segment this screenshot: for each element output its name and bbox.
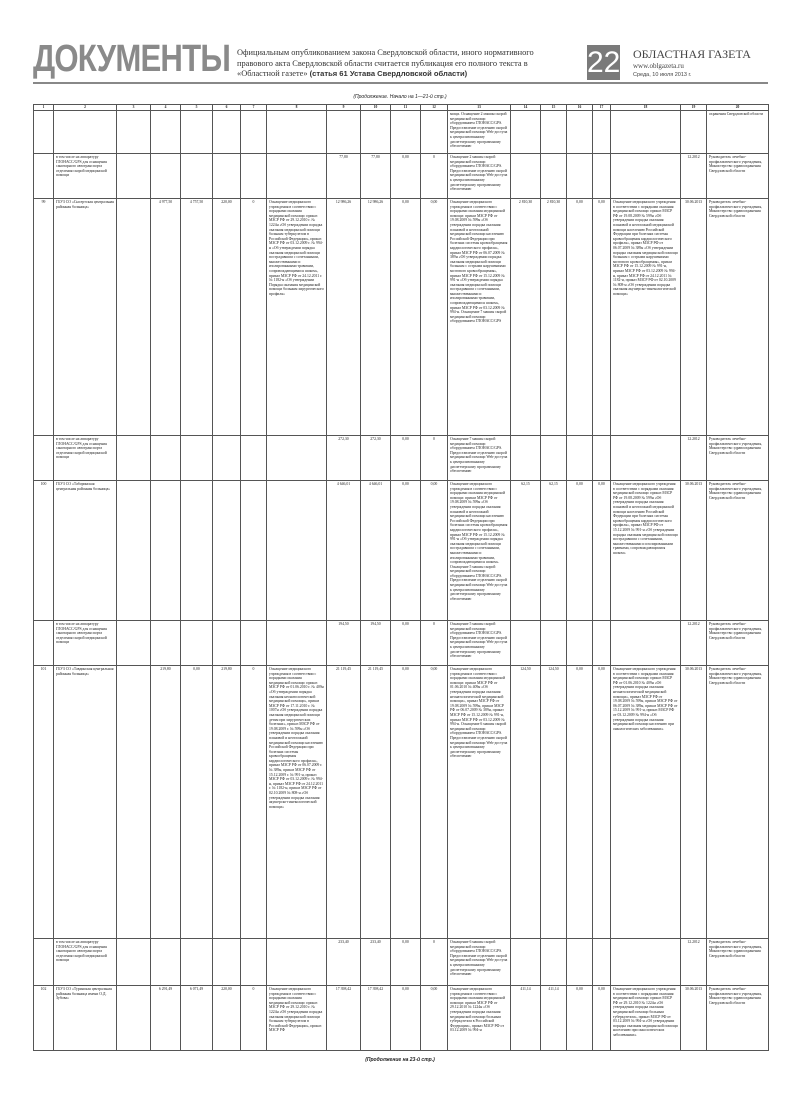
table-cell: 2 810,30 — [511, 199, 541, 436]
section-title: ДОКУМЕНТЫ — [33, 38, 231, 80]
table-row — [34, 939, 769, 986]
table-cell: ГБУЗ СО «Туринская центральная районная больница имени О.Д. Зубова» — [54, 986, 117, 1051]
table-cell — [54, 111, 117, 154]
table-cell: 0,00 — [593, 199, 611, 436]
table-row — [34, 436, 769, 481]
table-cell: 6 071,49 — [181, 986, 213, 1051]
table-cell — [541, 436, 567, 481]
document-table — [33, 104, 769, 1051]
table-cell: 30.06.2013 — [681, 199, 707, 436]
table-cell — [117, 199, 151, 436]
table-cell: 124,50 — [541, 666, 567, 939]
table-row — [34, 111, 769, 154]
table-cell: 272,30 — [327, 436, 361, 481]
table-cell — [181, 154, 213, 199]
table-cell — [213, 436, 241, 481]
table-cell — [511, 436, 541, 481]
table-cell — [327, 111, 361, 154]
newspaper-name: ОБЛАСТНАЯ ГАЗЕТА — [633, 47, 751, 61]
table-cell: Оснащение медицинского учреждения в соответствии с порядками оказания медицинской помощи: приказ МЗСР РФ от 29.12.2010 г. № 1224н «Об утверждении порядка оказания медицинской помощи больным туберкулезом в Российской Федерации», приказ МЗСР РФ — [267, 986, 327, 1051]
intro-text — [237, 48, 557, 80]
column-header: 16 — [567, 105, 593, 111]
table-cell — [511, 154, 541, 199]
table-cell: 62,15 — [541, 481, 567, 621]
table-cell: в том числе на аппаратуру ГЛОНАСС/GPS для оснащения санитарного автотранспорта отделения скорой медицинской помощи — [54, 154, 117, 199]
table-cell: 4 977,50 — [151, 199, 181, 436]
table-cell — [241, 621, 267, 666]
table-cell — [611, 154, 681, 199]
table-row — [34, 154, 769, 199]
table-cell: Руководитель лечебно-профилактического учреждения, Министерство здравоохранения Свердловской области — [707, 986, 769, 1051]
table-cell: 12.2012 — [681, 621, 707, 666]
table-cell — [34, 436, 54, 481]
table-cell — [267, 154, 327, 199]
column-header: 13 — [448, 105, 511, 111]
page-number: 22 — [587, 46, 621, 79]
table-cell — [181, 436, 213, 481]
table-cell — [567, 939, 593, 986]
table-cell: 0,00 — [567, 666, 593, 939]
table-cell: 0 — [421, 154, 448, 199]
table-cell: 0,00 — [593, 481, 611, 621]
table-cell: 0 — [421, 621, 448, 666]
table-cell: 102 — [34, 986, 54, 1051]
continuation-note: (Продолжение. Начало на 1—21-й стр.) — [353, 94, 447, 100]
table-cell — [567, 154, 593, 199]
table-cell: 0 — [421, 939, 448, 986]
table-cell — [511, 111, 541, 154]
table-cell: 62,15 — [511, 481, 541, 621]
table-cell — [213, 154, 241, 199]
table-cell — [681, 111, 707, 154]
issue-date: Среда, 10 июля 2013 г. — [633, 72, 692, 78]
table-cell: в том числе на аппаратуру ГЛОНАСС/GPS для оснащения санитарного автотранспорта отделения скорой медицинской помощи — [54, 621, 117, 666]
table-cell — [117, 111, 151, 154]
table-cell — [117, 436, 151, 481]
table-cell: Руководитель лечебно-профилактического учреждения, Министерство здравоохранения Свердловской области — [707, 199, 769, 436]
table-cell: 77,80 — [327, 154, 361, 199]
table-cell: ГБУЗ СО «Сысертская центральная районная больница» — [54, 199, 117, 436]
table-cell: мощи. Оснащение 2 машин скорой медицинской помощи оборудованием ГЛОНАСС/GPS. Предоставление отделению скорой медицинской помощи Web-доступа к централизованному диспетчерскому программному обеспечению — [448, 111, 511, 154]
table-cell — [541, 111, 567, 154]
table-cell — [541, 154, 567, 199]
table-cell — [593, 436, 611, 481]
column-header: 17 — [593, 105, 611, 111]
table-cell — [593, 621, 611, 666]
table-cell — [593, 939, 611, 986]
table-cell: 194,50 — [327, 621, 361, 666]
table-cell: Оснащение 5 машин скорой медицинской помощи оборудованием ГЛОНАСС/GPS. Предоставление отделению скорой медицинской помощи Web-доступа к централизованному диспетчерскому программному обеспечению — [448, 621, 511, 666]
table-row — [34, 481, 769, 621]
column-header: 15 — [541, 105, 567, 111]
table-cell: 272,30 — [361, 436, 391, 481]
column-header: 19 — [681, 105, 707, 111]
table-cell: 0,00 — [593, 986, 611, 1051]
table-cell: Оснащение медицинского учреждения в соответствии с порядками оказания медицинской помощи: приказ МЗСР РФ от 01.06.2010 г. № 409н «Об утверждении порядка оказания неонатологической медицинской помощи», приказ МЗСР РФ от 17.11.2010 г. № 1007н «Об утверждении порядка оказания медицинской помощи детям при хирургических болезнях», приказ МЗСР РФ от 19.08.2009 г. № 599н «Об утверждении порядка оказания плановой и неотложной медицинской помощи населению Российской Федерации при болезнях системы кровообращения кардиологического профиля», приказ МЗСР РФ от 06.07.2009 г. № 389н, приказ МЗСР РФ от 15.12.2009 г. № 991-н, приказ МЗСР РФ от 03.12.2009 г. № 994-н, приказ МЗСР РФ от 24.12.2011 г. № 1182-н, приказ МЗСР РФ от 02.10.2009 № 808-н «Об утверждении порядка оказания акушерско-гинекологической помощи» — [267, 666, 327, 939]
column-header: 5 — [181, 105, 213, 111]
table-cell: Руководитель лечебно-профилактического учреждения, Министерство здравоохранения Свердловской области — [707, 154, 769, 199]
table-cell — [151, 111, 181, 154]
table-cell: 0,00 — [421, 986, 448, 1051]
column-header: 11 — [391, 105, 421, 111]
table-cell — [117, 939, 151, 986]
table-cell: 0 — [241, 666, 267, 939]
table-cell: 219,80 — [213, 666, 241, 939]
table-cell — [117, 621, 151, 666]
column-header: 10 — [361, 105, 391, 111]
table-cell: 6 291,49 — [151, 986, 181, 1051]
table-cell: 0,00 — [421, 481, 448, 621]
table-cell: 0,00 — [391, 939, 421, 986]
table-cell: 220,00 — [213, 199, 241, 436]
table-cell: Оснащение медицинского учреждения в соответствии с порядками оказания медицинской помощи: приказ МЗСР РФ от 19.08.2009 № 599н «Об утверждении порядка оказания плановой и неотложной медицинской помощи населению Российской Федерации при болезнях системы кровообращения кардиологического профиля», приказ МЗСР РФ от 06.07.2009 № 389н «Об утверждении порядка оказания медицинской помощи больным с острыми нарушениями мозгового кровообращения», приказ МЗСР РФ от 15.12.2009 № 991-н «Об утверждении порядка оказания медицинской помощи пострадавшим с сочетанными, множественными и изолированными травмами, сопровождающимися шоком», приказ МЗСР РФ от 03.12.2009 № 994-н. Оснащение 7 машин скорой медицинской помощи оборудованием ГЛОНАСС/GPS — [448, 199, 511, 436]
table-cell — [241, 481, 267, 621]
table-cell: 0,00 — [421, 666, 448, 939]
table-cell: Руководитель лечебно-профилактического учреждения, Министерство здравоохранения Свердловской области — [707, 436, 769, 481]
table-cell: Оснащение медицинского учреждения в соответствии с порядками оказания медицинской помощи: приказ МЗСР РФ от 29.12.2010 г. № 1224н «Об утверждении порядка оказания медицинской помощи больным туберкулезом в Российской Федерации», приказ МЗСР РФ от 03.12.2009 г. № 994-н «Об утверждении порядка оказания медицинской помощи пострадавшим с сочетанными, множественными и изолированными травмами, сопровождающимися шоком», приказ МЗСР РФ от 24.12.2011 г. № 1182-н «Об утверждении Порядка оказания медицинской помощи больным хирургического профиля» — [267, 199, 327, 436]
table-cell: 4 646,01 — [327, 481, 361, 621]
table-cell: 12.2012 — [681, 436, 707, 481]
table-cell: Оснащение медицинского учреждения в соответствии с порядками оказания медицинской помощи: приказ МЗСР РФ от 01.06.2010 № 409н «Об утверждении порядка оказания неонатологической медицинской помощи», приказ МЗСР РФ от 19.08.2009 № 599н, приказ МЗСР РФ от 06.07.2009 № 389н, приказ МЗСР РФ от 15.12.2009 № 991-н, приказ МЗСР РФ от 03.12.2009 № 994-н. Оснащение 6 машин скорой медицинской помощи оборудованием ГЛОНАСС/GPS. Предоставление отделению скорой медицинской помощи Web-доступа к централизованному диспетчерскому программному обеспечению — [448, 666, 511, 939]
table-cell: 0,00 — [391, 621, 421, 666]
table-cell — [213, 939, 241, 986]
table-cell — [181, 481, 213, 621]
table-cell: 0,00 — [391, 154, 421, 199]
table-cell: в том числе на аппаратуру ГЛОНАСС/GPS для оснащения санитарного автотранспорта отделения скорой медицинской помощи — [54, 939, 117, 986]
table-cell — [117, 986, 151, 1051]
table-cell: 411,14 — [511, 986, 541, 1051]
table-cell: 4 757,50 — [181, 199, 213, 436]
table-cell: 0,00 — [567, 481, 593, 621]
table-cell — [241, 111, 267, 154]
table-cell — [151, 621, 181, 666]
table-cell: 21 119,45 — [327, 666, 361, 939]
table-cell: 12.2012 — [681, 939, 707, 986]
table-cell: 0 — [421, 436, 448, 481]
table-cell: 77,80 — [361, 154, 391, 199]
table-cell: 0 — [241, 199, 267, 436]
table-cell: 233,40 — [327, 939, 361, 986]
table-cell: 30.06.2013 — [681, 986, 707, 1051]
table-cell — [241, 436, 267, 481]
table-cell: 12.2012 — [681, 154, 707, 199]
table-cell — [611, 436, 681, 481]
table-cell — [34, 111, 54, 154]
table-cell — [181, 111, 213, 154]
table-cell: Руководитель лечебно-профилактического учреждения, Министерство здравоохранения Свердловской области — [707, 481, 769, 621]
table-cell: 101 — [34, 666, 54, 939]
table-cell: Оснащение медицинского учреждения в соответствии с порядками оказания медицинской помощи: приказ МЗСР РФ от 29.12.2010 № 1224н «Об утверждении порядка оказания медицинской помощи больным туберкулезом», приказ МЗСР РФ от 03.12.2009 № 994-н «Об утверждении порядка оказания медицинской помощи населению при онкологических заболеваниях» — [611, 986, 681, 1051]
table-cell: Оснащение медицинского учреждения в соответствии с порядками оказания медицинской помощи: приказ МЗСР РФ от 19.08.2009 № 599н «Об утверждении порядка оказания плановой и неотложной медицинской помощи населению Российской Федерации при болезнях системы кровообращения кардиологического профиля», приказ МЗСР РФ от 15.12.2009 № 991-н «Об утверждении порядка оказания медицинской помощи пострадавшим с сочетанными, множественными и изолированными травмами, сопровождающимися шоком» — [611, 481, 681, 621]
table-cell — [541, 939, 567, 986]
table-cell: Руководитель лечебно-профилактического учреждения, Министерство здравоохранения Свердловской области — [707, 666, 769, 939]
table-cell: 220,00 — [213, 986, 241, 1051]
table-cell — [117, 154, 151, 199]
table-row — [34, 666, 769, 939]
column-header: 14 — [511, 105, 541, 111]
table-cell — [34, 621, 54, 666]
column-header: 8 — [267, 105, 327, 111]
table-cell — [117, 481, 151, 621]
table-cell: 99 — [34, 199, 54, 436]
table-cell — [611, 939, 681, 986]
table-row — [34, 621, 769, 666]
table-cell — [34, 939, 54, 986]
table-cell — [567, 436, 593, 481]
table-cell: 0,00 — [391, 199, 421, 436]
table-cell: 0,00 — [421, 199, 448, 436]
column-header: 7 — [241, 105, 267, 111]
table-cell: 0,00 — [391, 666, 421, 939]
table-cell — [267, 436, 327, 481]
table-row — [34, 199, 769, 436]
table-cell: 124,50 — [511, 666, 541, 939]
column-header: 6 — [213, 105, 241, 111]
table-cell — [611, 111, 681, 154]
table-cell: ГБУЗ СО «Таборинская центральная районная больница» — [54, 481, 117, 621]
table-cell: 194,50 — [361, 621, 391, 666]
table-cell — [267, 111, 327, 154]
column-header: 12 — [421, 105, 448, 111]
table-cell — [511, 621, 541, 666]
table-cell — [213, 481, 241, 621]
table-cell — [567, 621, 593, 666]
table-cell — [593, 111, 611, 154]
column-header: 1 — [34, 105, 54, 111]
table-cell: 30.06.2013 — [681, 666, 707, 939]
intro-bold: (статья 61 Устава Свердловской области) — [309, 69, 468, 78]
table-row — [34, 986, 769, 1051]
table-cell: в том числе на аппаратуру ГЛОНАСС/GPS для оснащения санитарного автотранспорта отделения скорой медицинской помощи — [54, 436, 117, 481]
table-cell — [267, 939, 327, 986]
table-cell: 219,80 — [151, 666, 181, 939]
table-cell: 100 — [34, 481, 54, 621]
table-cell: 4 646,01 — [361, 481, 391, 621]
table-cell: 0,00 — [391, 436, 421, 481]
table-cell: 0,00 — [567, 986, 593, 1051]
table-cell — [151, 481, 181, 621]
column-header: 20 — [707, 105, 769, 111]
table-cell — [213, 621, 241, 666]
intro-regular: Официальным опубликованием закона Свердловской области, иного нормативного правового акта Свердловской области считается публикация его полного текста в «Областной газете» — [237, 48, 534, 78]
table-cell: 411,14 — [541, 986, 567, 1051]
table-cell: 30.06.2013 — [681, 481, 707, 621]
table-cell — [151, 939, 181, 986]
table-cell: Оснащение медицинского учреждения в соответствии с порядками оказания медицинской помощи: приказ МЗСР РФ от 19.08.2009 № 599н «Об утверждении порядка оказания плановой и неотложной медицинской помощи населению Российской Федерации при болезнях системы кровообращения кардиологического профиля», приказ МЗСР РФ от 15.12.2009 № 991-н «Об утверждении порядка оказания медицинской помощи пострадавшим с сочетанными, множественными и изолированными травмами, сопровождающимися шоком». Оснащение 5 машин скорой медицинской помощи оборудованием ГЛОНАСС/GPS. Предоставление отделению скорой медицинской помощи Web-доступа к централизованному диспетчерскому программному обеспечению — [448, 481, 511, 621]
table-cell: Оснащение 6 машин скорой медицинской помощи оборудованием ГЛОНАСС/GPS. Предоставление отделению скорой медицинской помощи Web-доступа к централизованному диспетчерскому программному обеспечению — [448, 939, 511, 986]
table-cell — [34, 154, 54, 199]
table-cell — [181, 621, 213, 666]
table-cell: Оснащение медицинского учреждения в соответствии с порядками оказания медицинской помощи: приказ МЗСР РФ от 19.08.2009 № 599н «Об утверждении порядка оказания плановой и неотложной медицинской помощи населению Российской Федерации при болезнях системы кровообращения кардиологического профиля», приказ МЗСР РФ от 06.07.2009 № 389н «Об утверждении порядка оказания медицинской помощи больным с острыми нарушениями мозгового кровообращения», приказ МЗСР РФ от 15.12.2009 № 991-н, приказ МЗСР РФ от 03.12.2009 № 994-н, приказ МЗСР РФ от 24.12.2011 № 1182-н, приказ МЗСР РФ от 02.10.2009 № 808-н «Об утверждении порядка оказания акушерско-гинекологической помощи» — [611, 199, 681, 436]
table-cell: 0,00 — [567, 199, 593, 436]
column-header: 3 — [117, 105, 151, 111]
table-cell — [593, 154, 611, 199]
table-cell — [267, 481, 327, 621]
table-cell: Оснащение 2 машин скорой медицинской помощи оборудованием ГЛОНАСС/GPS. Предоставление отделению скорой медицинской помощи Web-доступа к централизованному диспетчерскому программному обеспечению — [448, 154, 511, 199]
table-cell: 17 398,42 — [327, 986, 361, 1051]
table-cell — [567, 111, 593, 154]
table-cell: 0 — [241, 986, 267, 1051]
table-cell — [541, 621, 567, 666]
table-cell: 233,40 — [361, 939, 391, 986]
table-cell: ГБУЗ СО «Тавдинская центральная районная больница» — [54, 666, 117, 939]
table-cell: 0,00 — [181, 666, 213, 939]
continued-note: (Продолжение на 23-й стр.) — [365, 1057, 435, 1063]
table-cell — [181, 939, 213, 986]
table-cell: Оснащение медицинского учреждения в соответствии с порядками оказания медицинской помощи: приказ МЗСР РФ от 29.12.2010 № 1224н «Об утверждении порядка оказания медицинской помощи больным туберкулезом в Российской Федерации», приказ МЗСР РФ от 03.12.2009 № 994-н — [448, 986, 511, 1051]
table-cell — [151, 436, 181, 481]
masthead — [33, 38, 768, 84]
table-cell: охранения Свердловской области — [707, 111, 769, 154]
column-header: 4 — [151, 105, 181, 111]
table-cell: 0,00 — [593, 666, 611, 939]
table-cell — [391, 111, 421, 154]
table-cell — [117, 666, 151, 939]
table-cell: 2 810,30 — [541, 199, 567, 436]
table-cell — [241, 154, 267, 199]
table-cell: 12 986,26 — [361, 199, 391, 436]
table-cell: 17 398,42 — [361, 986, 391, 1051]
table-cell — [421, 111, 448, 154]
table-cell: 0,00 — [391, 481, 421, 621]
table-cell: Руководитель лечебно-профилактического учреждения, Министерство здравоохранения Свердловской области — [707, 621, 769, 666]
column-header: 18 — [611, 105, 681, 111]
newspaper-url[interactable]: www.oblgazeta.ru — [633, 62, 684, 70]
table-cell — [267, 621, 327, 666]
table-cell — [213, 111, 241, 154]
table-cell — [151, 154, 181, 199]
table-cell: 12 986,26 — [327, 199, 361, 436]
table-cell: 21 119,45 — [361, 666, 391, 939]
column-header: 2 — [54, 105, 117, 111]
column-header: 9 — [327, 105, 361, 111]
table-cell: Руководитель лечебно-профилактического учреждения, Министерство здравоохранения Свердловской области — [707, 939, 769, 986]
table-cell: 0,00 — [391, 986, 421, 1051]
table-cell — [241, 939, 267, 986]
table-cell — [611, 621, 681, 666]
table-cell — [511, 939, 541, 986]
table-cell — [361, 111, 391, 154]
table-cell: Оснащение медицинского учреждения в соответствии с порядками оказания медицинской помощи: приказ МЗСР РФ от 01.06.2010 № 409н «Об утверждении порядка оказания неонатологической медицинской помощи», приказ МЗСР РФ от 19.08.2009 № 599н, приказ МЗСР РФ от 06.07.2009 № 389н, приказ МЗСР РФ от 15.12.2009 № 991-н, приказ МЗСР РФ от 03.12.2009 № 994-н «Об утверждении порядка оказания медицинской помощи населению при онкологических заболеваниях» — [611, 666, 681, 939]
table-cell: Оснащение 7 машин скорой медицинской помощи оборудованием ГЛОНАСС/GPS. Предоставление отделению скорой медицинской помощи Web-доступа к централизованному диспетчерскому программному обеспечению — [448, 436, 511, 481]
